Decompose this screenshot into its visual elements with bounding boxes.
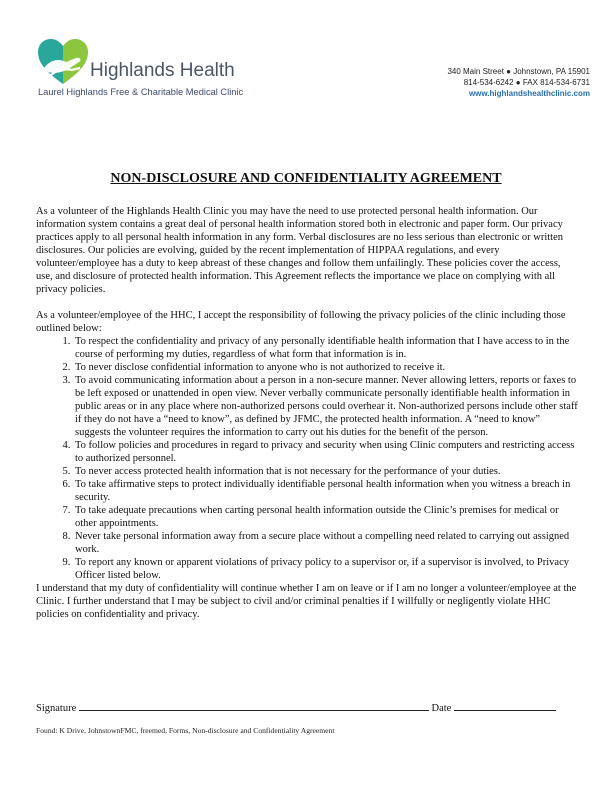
clinic-logo	[36, 38, 266, 100]
address: 340 Main Street ● Johnstown, PA 15901	[447, 67, 590, 76]
list-item: 7. To take adequate precautions when carting personal health information outside the Clinic’s premises for medical or other appointments.	[73, 504, 578, 530]
file-location-note: Found: K Drive, JohnstownFMC, freemed, Forms, Non-disclosure and Confidentiality Agreement	[36, 726, 335, 735]
date-line[interactable]	[454, 700, 556, 711]
heart-hands-icon	[36, 38, 90, 88]
contact-block	[447, 66, 590, 99]
list-item: 3. To avoid communicating information about a person in a non-secure manner. Never allowing letters, reports or faxes to be left exposed or unattended in open view. Never verbally communicate personally identifiable health information in public areas or in any place where non-authorized persons could overhear it. Non-authorized persons include other staff if they do not have a “need to know”, as defined by JFMC, the protected health information. A “need to know” suggests the volunteer requires the information to carry out his duties for the benefit of the person.	[73, 374, 578, 439]
website-link[interactable]: www.highlandshealthclinic.com	[468, 89, 590, 98]
understanding-paragraph: I understand that my duty of confidentiality will continue whether I am on leave or if I am no longer a volunteer/employee at the Clinic. I further understand that I may be subject to civil and/or criminal penalties if I willfully or negligently violate HHC policies on confidentiality and privacy.	[36, 583, 577, 620]
logo-subtitle: Laurel Highlands Free & Charitable Medical Clinic	[38, 87, 244, 97]
signature-label: Signature	[36, 703, 77, 714]
list-item: 8. Never take personal information away from a secure place without a compelling need related to carrying out assigned work.	[73, 530, 578, 556]
intro-paragraph: As a volunteer of the Highlands Health Clinic you may have the need to use protected personal health information. Our information system contains a great deal of personal health information stored both in electronic and paper form. Our privacy practices apply to all personal health information in any form. Verbal disclosures are no less serious than electronic or written disclosures. Our policies are evolving, guided by the recent implementation of HIPPAA regulations, and every volunteer/employee has a duty to keep abreast of these changes and follow them unfailingly. These policies cover the access, use, and disclosure of protected health information. This Agreement reflects the importance we place on complying with all privacy policies.	[36, 206, 563, 295]
list-item: 2. To never disclose confidential information to anyone who is not authorized to receive it.	[73, 361, 578, 374]
signature-row	[36, 700, 556, 714]
document-title: NON-DISCLOSURE AND CONFIDENTIALITY AGREEMENT	[110, 171, 502, 186]
list-item: 4. To follow policies and procedures in regard to privacy and security when using Clinic computers and restricting access to authorized personnel.	[73, 439, 578, 465]
phone-fax: 814-534-6242 ● FAX 814-534-6731	[463, 78, 590, 87]
list-item: 6. To take affirmative steps to protect individually identifiable personal health information when you witness a breach in security.	[73, 478, 578, 504]
date-label: Date	[431, 703, 452, 714]
list-item: 9. To report any known or apparent violations of privacy policy to a supervisor or, if a supervisor is involved, to Privacy Officer listed below.	[73, 556, 578, 582]
signature-line[interactable]	[79, 700, 429, 711]
document-body	[36, 205, 578, 621]
policy-list	[36, 335, 578, 582]
list-item: 5. To never access protected health information that is not necessary for the performance of your duties.	[73, 465, 578, 478]
list-item: 1. To respect the confidentiality and privacy of any personally identifiable health information that I have access to in the course of performing my duties, regardless of what form that information is in.	[73, 335, 578, 361]
logo-title: Highlands Health	[90, 60, 235, 81]
responsibility-paragraph: As a volunteer/employee of the HHC, I accept the responsibility of following the privacy policies of the clinic including those outlined below:	[36, 310, 566, 334]
